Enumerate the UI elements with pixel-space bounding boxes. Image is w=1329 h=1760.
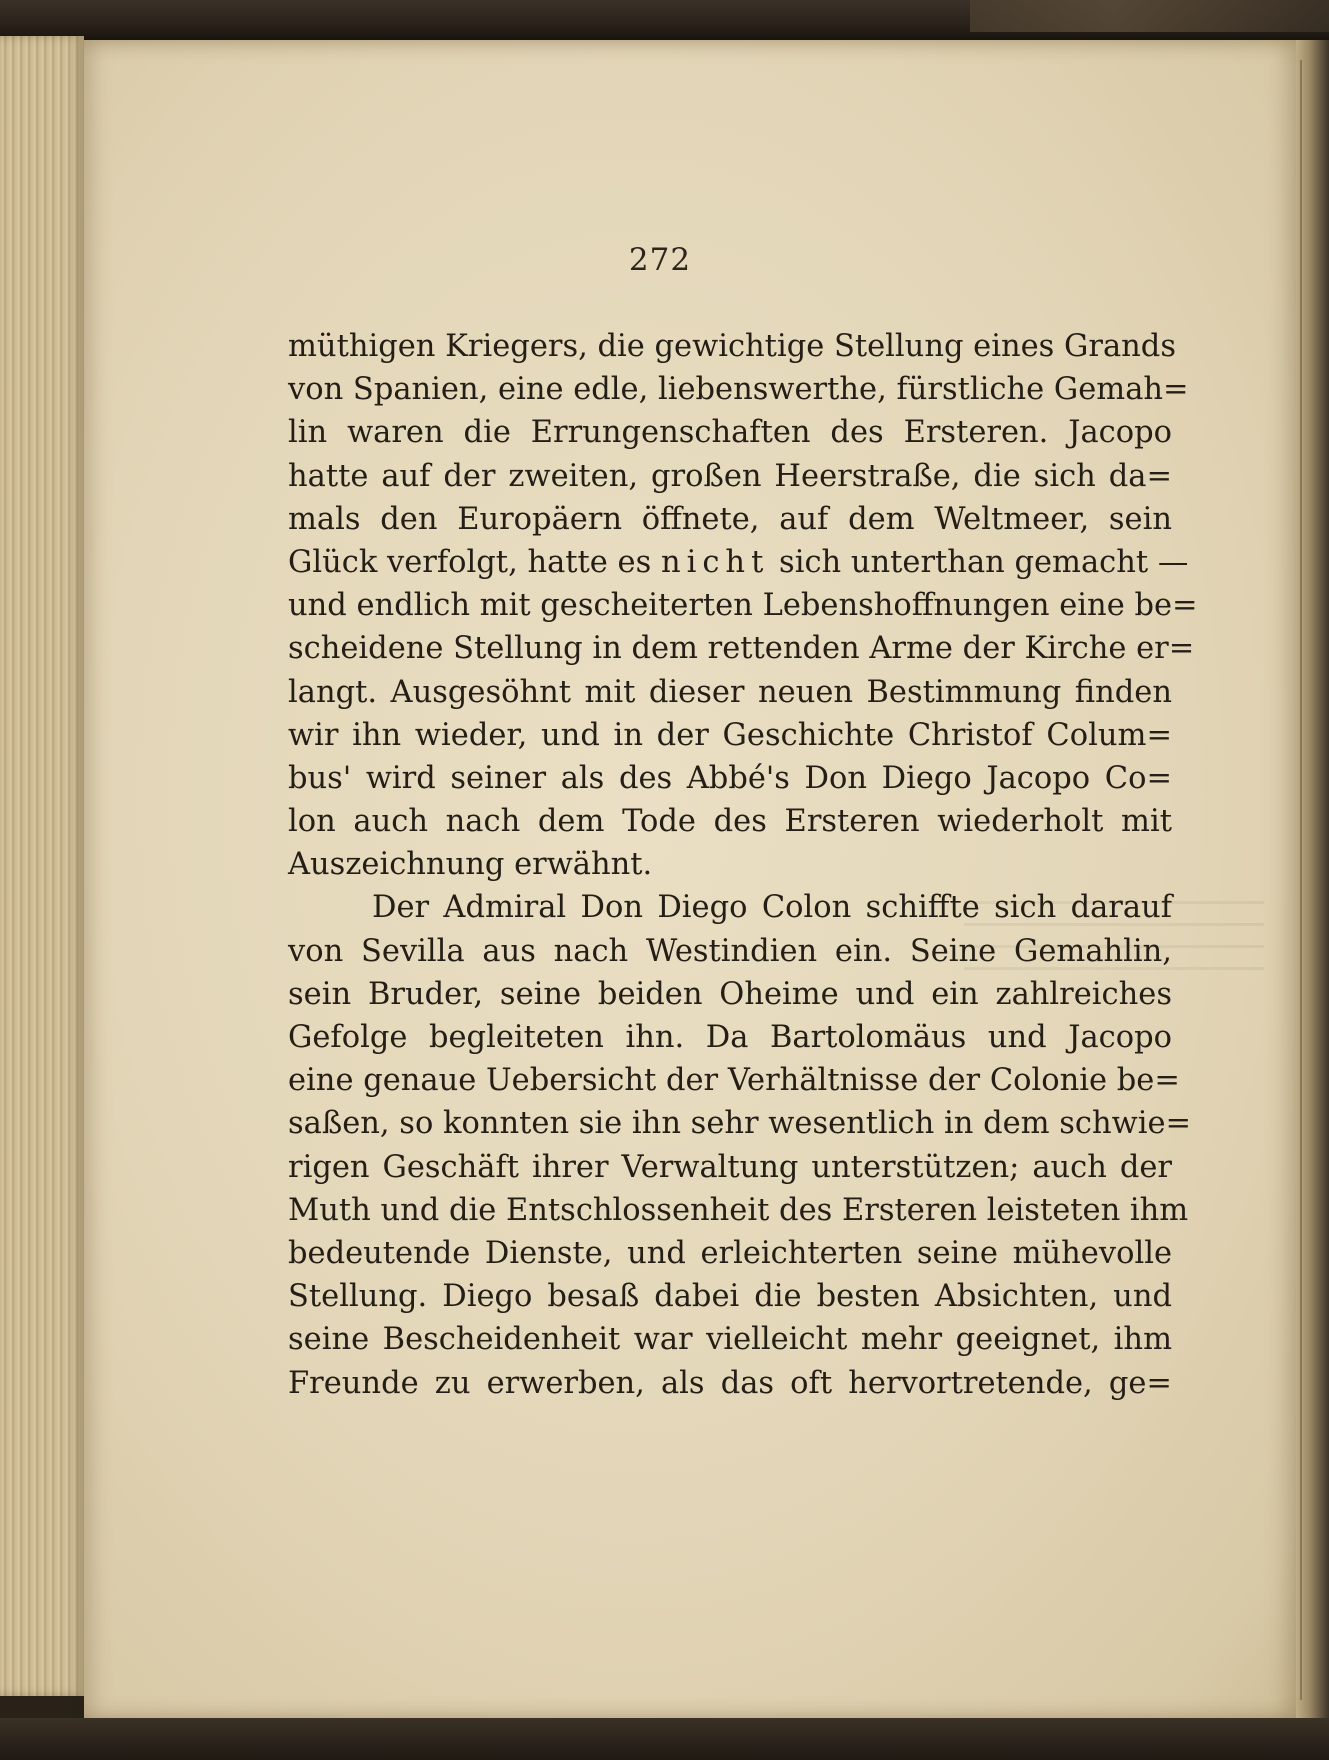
text-line: langt. Ausgesöhnt mit dieser neuen Bestimmung finden (288, 674, 1172, 710)
text-segment: sich unterthan gemacht — (769, 544, 1189, 580)
text-line: und endlich mit gescheiterten Lebenshoffnungen eine be= (288, 588, 1198, 624)
text-line: lon auch nach dem Tode des Ersteren wiederholt mit (288, 804, 1172, 840)
text-line: eine genaue Uebersicht der Verhältnisse der Colonie be= (288, 1063, 1180, 1099)
text-line: Gefolge begleiteten ihn. Da Bartolomäus und Jacopo (288, 1020, 1172, 1055)
spaced-emphasis: nicht (660, 544, 770, 580)
text-line: von Spanien, eine edle, liebenswerthe, fürstliche Gemah= (288, 372, 1189, 408)
text-line: Muth und die Entschlossenheit des Ersteren leisteten ihm (288, 1192, 1189, 1228)
text-line-emphasis (288, 541, 1189, 584)
text-line: Auszeichnung erwähnt. (288, 847, 653, 883)
text-line: bus' wird seiner als des Abbé's Don Diego Jacopo Co= (288, 760, 1172, 796)
body-text (288, 325, 1198, 1405)
text-line: lin waren die Errungenschaften des Ersteren. Jacopo (288, 415, 1172, 451)
text-line: hatte auf der zweiten, großen Heerstraße, die sich da= (288, 458, 1172, 494)
text-line: von Sevilla aus nach Westindien ein. Seine Gemahlin, (288, 933, 1172, 969)
text-line: wir ihn wieder, und in der Geschichte Christof Colum= (288, 717, 1172, 753)
text-segment: Glück verfolgt, hatte es (288, 544, 661, 580)
text-line: sein Bruder, seine beiden Oheime und ein zahlreiches (288, 976, 1172, 1012)
book-spine-edge (1296, 40, 1329, 1740)
text-line: Stellung. Diego besaß dabei die besten Absichten, und (288, 1279, 1172, 1315)
text-line: rigen Geschäft ihrer Verwaltung unterstützen; auch der (288, 1149, 1172, 1185)
paragraph-start-line: Der Admiral Don Diego Colon schiffte sich darauf (372, 890, 1172, 926)
text-line: saßen, so konnten sie ihn sehr wesentlich in dem schwie= (288, 1106, 1192, 1142)
text-line: bedeutende Dienste, und erleichterten seine mühevolle (288, 1235, 1172, 1271)
text-line: müthigen Kriegers, die gewichtige Stellung eines Grands (288, 329, 1176, 364)
book-top-edge (0, 0, 1329, 40)
text-line: Freunde zu erwerben, als das oft hervortretende, ge= (288, 1365, 1172, 1401)
book-bottom-edge (0, 1718, 1329, 1760)
text-line: mals den Europäern öffnete, auf dem Weltmeer, sein (288, 501, 1172, 537)
text-line: scheidene Stellung in dem rettenden Arme der Kirche er= (288, 631, 1195, 667)
page-stack-edge (0, 36, 84, 1696)
page-number: 272 (628, 242, 692, 278)
text-line: seine Bescheidenheit war vielleicht mehr geeignet, ihm (288, 1322, 1172, 1358)
